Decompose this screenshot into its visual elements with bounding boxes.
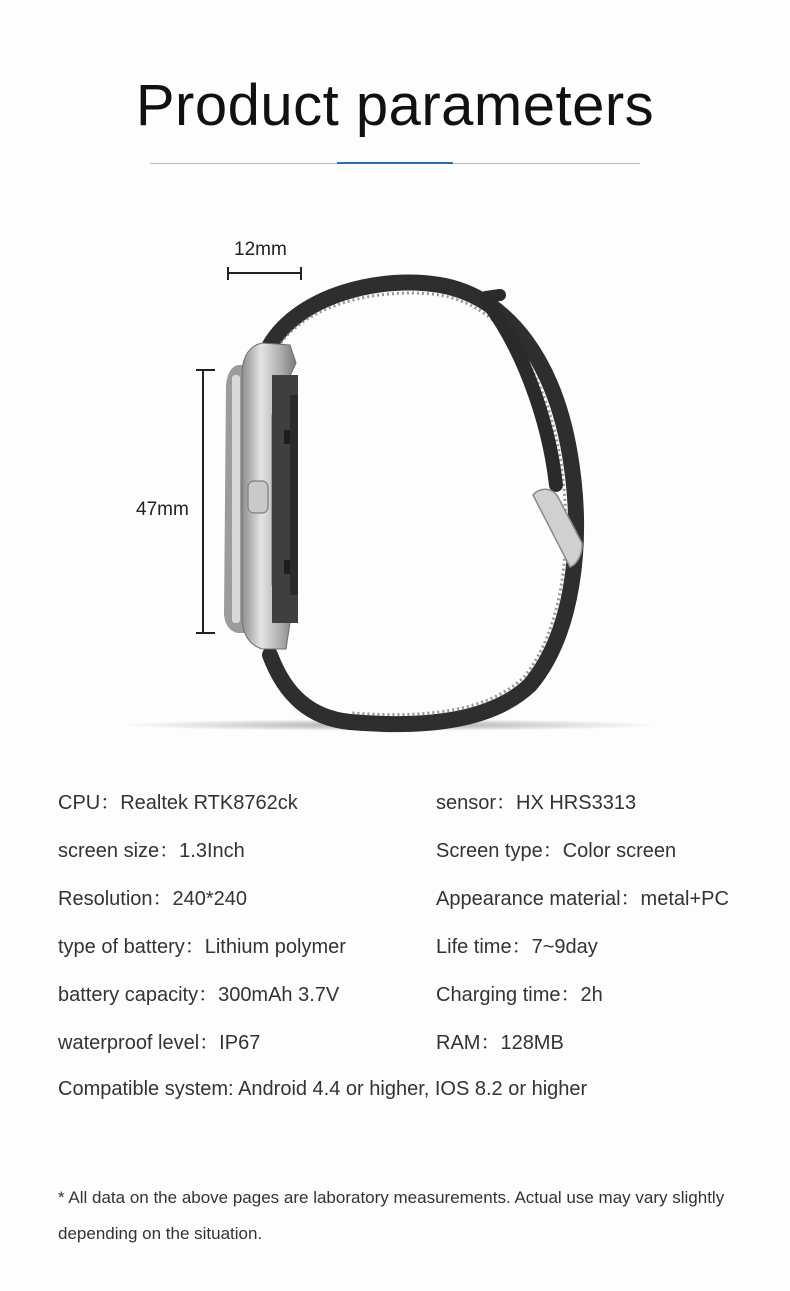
spec-screen-type: Screen type：Color screen [436, 840, 677, 862]
spec-life-time: Life time：7~9day [436, 936, 598, 958]
height-dimension-marker [196, 370, 215, 633]
spec-waterproof-level: waterproof level：IP67 [58, 1032, 261, 1054]
width-dimension-label: 12mm [234, 239, 287, 260]
height-dimension-label: 47mm [136, 499, 189, 520]
spec-row [58, 930, 758, 978]
spec-charging-time: Charging time：2h [436, 984, 603, 1006]
disclaimer-note: * All data on the above pages are laboratory measurements. Actual use may vary slightly depending on the situation. [58, 1188, 725, 1243]
width-dimension-marker [228, 267, 301, 280]
crown-button [248, 481, 268, 513]
spec-row [58, 882, 758, 930]
watch-side-view [0, 225, 790, 745]
page-title: Product parameters [135, 73, 655, 138]
spec-sensor: sensor：HX HRS3313 [436, 792, 637, 814]
spec-list [58, 786, 758, 1074]
spec-row [58, 1026, 758, 1074]
watch-case [224, 343, 298, 649]
spec-row [58, 978, 758, 1026]
compatible-system: Compatible system: Android 4.4 or higher, IOS 8.2 or higher [58, 1078, 588, 1100]
spec-appearance-material: Appearance material：metal+PC [436, 888, 729, 910]
spec-row [58, 786, 758, 834]
watch-strap [270, 283, 576, 725]
spec-battery-type: type of battery：Lithium polymer [58, 936, 346, 958]
spec-ram: RAM：128MB [436, 1032, 564, 1054]
title-divider-accent [337, 162, 453, 164]
spec-row [58, 834, 758, 882]
product-figure [0, 225, 790, 745]
spec-screen-size: screen size：1.3Inch [58, 840, 245, 862]
spec-resolution: Resolution：240*240 [58, 888, 248, 910]
spec-cpu: CPU：Realtek RTK8762ck [58, 792, 298, 814]
spec-battery-capacity: battery capacity：300mAh 3.7V [58, 984, 340, 1006]
